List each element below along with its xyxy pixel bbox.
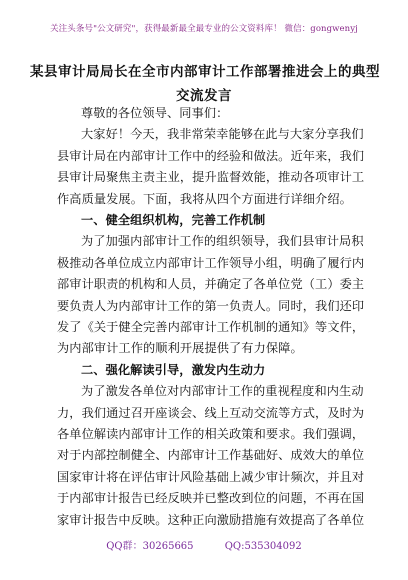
footer-contacts xyxy=(0,537,408,552)
paragraph-line: 为内部审计工作的顺利开展提供了有力保障。 xyxy=(57,341,303,356)
paragraph-line: 大家好！今天，我非常荣幸能够在此与大家分享我们 xyxy=(81,127,364,142)
paragraph-line: 国家审计将在评估审计风险基础上减少审计频次，并且对 xyxy=(57,469,365,484)
paragraph-line: 作高质量发展。下面，我将从四个方面进行详细介绍。 xyxy=(57,191,352,206)
paragraph-line: 极推动各单位成立内部审计工作领导小组，明确了履行内 xyxy=(57,255,365,270)
paragraph-line: 尊敬的各位领导、同事们： xyxy=(81,106,229,120)
footer-qq-group: QQ群：30265665 xyxy=(106,541,194,552)
paragraph-line: 力，我们通过召开座谈会、线上互动交流等方式，及时为 xyxy=(57,405,365,420)
paragraph-line: 各单位解读内部审计工作的相关政策和要求。我们强调， xyxy=(57,427,365,441)
paragraph-line: 发了《关于健全完善内部审计工作机制的通知》等文件， xyxy=(57,320,365,334)
document-title-line-1: 某县审计局局长在全市内部审计工作部署推进会上的典型 xyxy=(30,64,380,80)
paragraph-line: 县审计局聚焦主责主业，提升监督效能，推动各项审计工 xyxy=(57,170,365,185)
paragraph-line: 家审计报告中反映。这种正向激励措施有效提高了各单位 xyxy=(57,512,365,527)
section-heading: 二、强化解读引导，激发内生动力 xyxy=(81,362,266,377)
document-title-line-2: 交流发言 xyxy=(176,88,232,104)
section-heading: 一、健全组织机构，完善工作机制 xyxy=(81,213,266,227)
header-banner: 关注头条号"公文研究"，获得最新最全最专业的公文资料库！ 微信：gongwenyj xyxy=(50,24,358,34)
paragraph-line: 对于内部控制健全、内部审计工作基础好、成效大的单位 xyxy=(57,448,365,463)
paragraph-line: 部审计职责的机构和人员，并确定了各单位党（工）委主 xyxy=(57,277,365,292)
paragraph-line: 县审计局在内部审计工作中的经验和做法。近年来，我们 xyxy=(57,148,365,163)
paragraph-line: 为了激发各单位对内部审计工作的重视程度和内生动 xyxy=(81,384,364,399)
paragraph-line: 于内部审计报告已经反映并已整改到位的问题，不再在国 xyxy=(57,491,365,506)
footer-qq-contact: QQ:535304092 xyxy=(224,541,302,552)
paragraph-line: 要负责人为内部审计工作的第一负责人。同时，我们还印 xyxy=(57,298,365,313)
paragraph-line: 为了加强内部审计工作的组织领导，我们县审计局积 xyxy=(81,234,364,249)
